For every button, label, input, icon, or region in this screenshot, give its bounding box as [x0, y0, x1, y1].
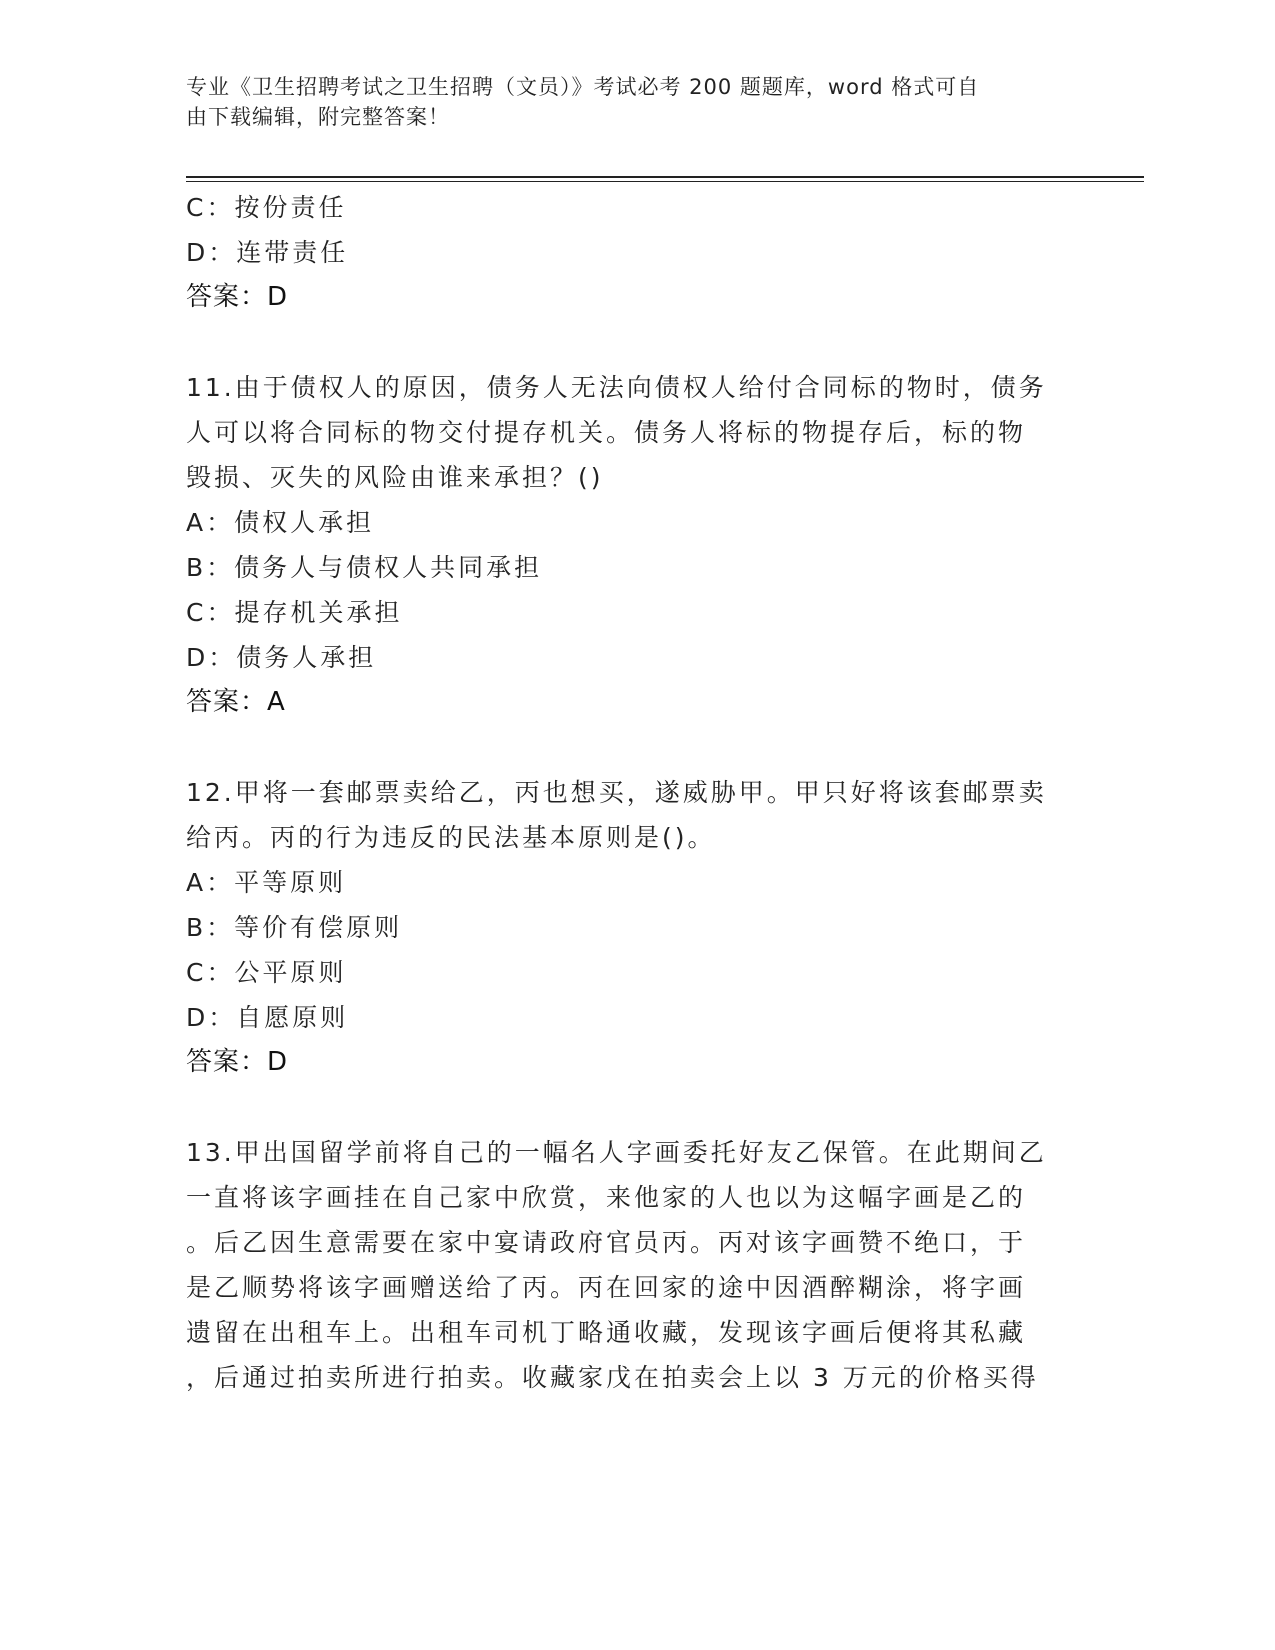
- question-stem: [186, 1130, 1076, 1400]
- stem-line: 13.甲出国留学前将自己的一幅名人字画委托好友乙保管。在此期间乙: [186, 1138, 1047, 1167]
- stem-line: 12.甲将一套邮票卖给乙，丙也想买，遂威胁甲。甲只好将该套邮票卖: [186, 778, 1047, 807]
- header-divider-thin: [186, 181, 1144, 182]
- answer-line: 答案：A: [186, 687, 286, 717]
- answer-line: 答案：D: [186, 282, 289, 312]
- option-c: C：提存机关承担: [186, 598, 403, 627]
- question-12: [186, 770, 1076, 1085]
- spacer: [186, 725, 1076, 770]
- document-body: [186, 185, 1076, 1400]
- spacer: [186, 1085, 1076, 1130]
- header-line-1: 专业《卫生招聘考试之卫生招聘（文员）》考试必考 200 题题库，word 格式可自: [186, 75, 980, 99]
- option-d: D：连带责任: [186, 238, 349, 267]
- option-c: C：公平原则: [186, 958, 347, 987]
- option-d: D：自愿原则: [186, 1003, 349, 1032]
- document-header: [186, 72, 1066, 132]
- option-d: D：债务人承担: [186, 643, 377, 672]
- question-stem: [186, 770, 1076, 860]
- option-b: B：等价有偿原则: [186, 913, 403, 942]
- stem-line: 。后乙因生意需要在家中宴请政府官员丙。丙对该字画赞不绝口，于: [186, 1228, 1027, 1257]
- stem-line: 人可以将合同标的物交付提存机关。债务人将标的物提存后，标的物: [186, 418, 1027, 447]
- question-10-tail: [186, 185, 1076, 320]
- option-b: B：债务人与债权人共同承担: [186, 553, 543, 582]
- answer-line: 答案：D: [186, 1047, 289, 1077]
- stem-line: 遗留在出租车上。出租车司机丁略通收藏，发现该字画后便将其私藏: [186, 1318, 1027, 1347]
- stem-line: 是乙顺势将该字画赠送给了丙。丙在回家的途中因酒醉糊涂，将字画: [186, 1273, 1027, 1302]
- question-13: [186, 1130, 1076, 1400]
- option-c: C：按份责任: [186, 193, 347, 222]
- stem-line: 11.由于债权人的原因，债务人无法向债权人给付合同标的物时，债务: [186, 373, 1047, 402]
- stem-line: 一直将该字画挂在自己家中欣赏，来他家的人也以为这幅字画是乙的: [186, 1183, 1027, 1212]
- spacer: [186, 320, 1076, 365]
- question-11: [186, 365, 1076, 725]
- header-line-2: 由下载编辑，附完整答案！: [186, 105, 450, 129]
- question-stem: [186, 365, 1076, 500]
- header-divider-thick: [186, 176, 1144, 178]
- option-a: A：平等原则: [186, 868, 347, 897]
- stem-line: ，后通过拍卖所进行拍卖。收藏家戊在拍卖会上以 3 万元的价格买得: [186, 1363, 1039, 1392]
- stem-line: 给丙。丙的行为违反的民法基本原则是()。: [186, 823, 716, 852]
- option-a: A：债权人承担: [186, 508, 375, 537]
- stem-line: 毁损、灭失的风险由谁来承担？(): [186, 463, 604, 492]
